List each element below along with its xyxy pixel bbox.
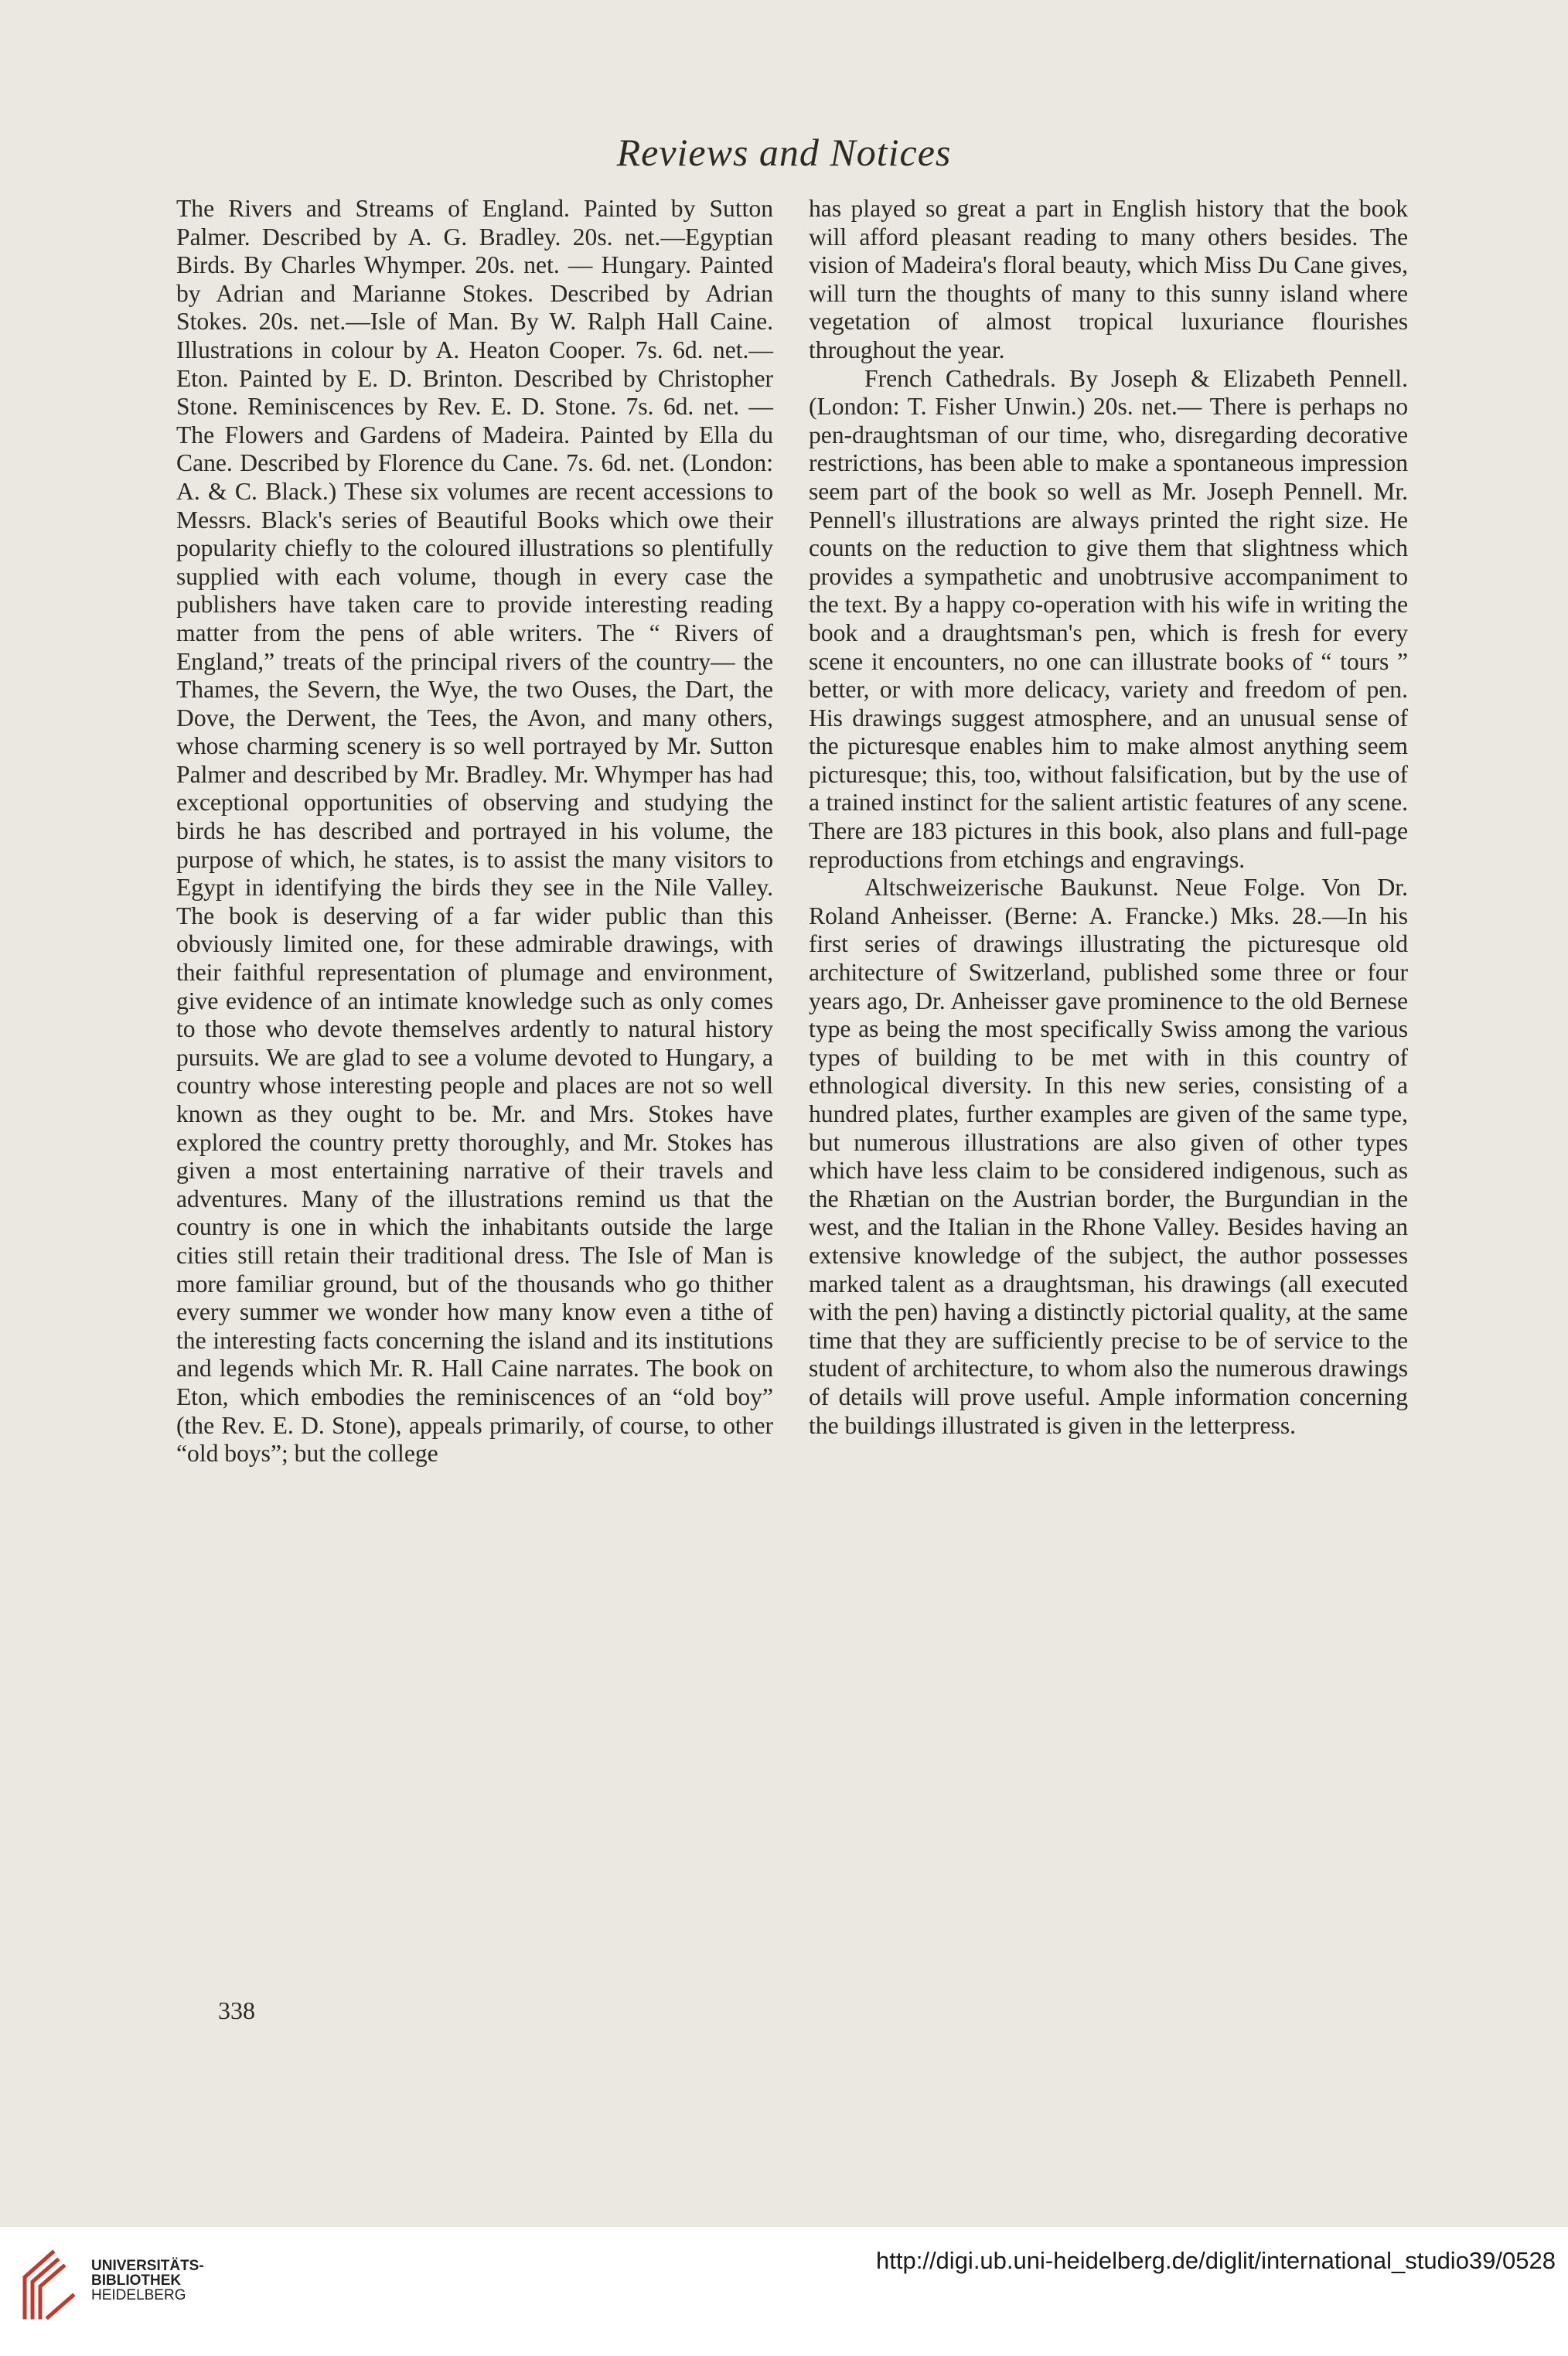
library-logo-icon [17,2246,80,2320]
running-title: Reviews and Notices [616,131,952,174]
right-column [809,195,1408,1440]
library-name-line1: UNIVERSITÄTS- [91,2258,204,2274]
left-column [176,195,773,1468]
paragraph: French Cathedrals. By Joseph & Elizabeth Pennell. (London: T. Fisher Unwin.) 20s. net.— There is perhaps no pen-draughtsman of our time, who, disregarding decorative restrictions, has been able to make a spontaneous impression seem part of the book so well as Mr. Joseph Pennell. Mr. Pennell's illustrations are always printed the right size. He counts on the reduction to give them that slightness which provides a sympathetic and unobtrusive accompaniment to the text. By a happy co-operation with his wife in writing the book and a draughtsman's pen, which is fresh for every scene it encounters, no one can illustrate books of “ tours ” better, or with more delicacy, variety and freedom of pen. His drawings suggest atmosphere, and an unusual sense of the picturesque enables him to make almost anything seem picturesque; this, too, without falsification, but by the use of a trained instinct for the salient artistic features of any scene. There are 183 pictures in this book, also plans and full-page reproductions from etchings and engravings. [809,364,1408,873]
library-name-line2: BIBLIOTHEK [91,2272,182,2289]
paragraph: The Rivers and Streams of England. Painted by Sutton Palmer. Described by A. G. Bradley. 20s. net.—Egyptian Birds. By Charles Whymper. 20s. net. — Hungary. Painted by Adrian and Marianne Stokes. Described by Adrian Stokes. 20s. net.—Isle of Man. By W. Ralph Hall Caine. Illustrations in colour by A. Heaton Cooper. 7s. 6d. net.—Eton. Painted by E. D. Brinton. Described by Christopher Stone. Reminiscences by Rev. E. D. Stone. 7s. 6d. net. — The Flowers and Gardens of Madeira. Painted by Ella du Cane. Described by Florence du Cane. 7s. 6d. net. (London: A. & C. Black.) These six volumes are recent accessions to Messrs. Black's series of Beautiful Books which owe their popularity chiefly to the coloured illustrations so plentifully supplied with each volume, though in every case the publishers have taken care to provide interesting reading matter from the pens of able writers. The “ Rivers of England,” treats of the principal rivers of the country— the Thames, the Severn, the Wye, the two Ouses, the Dart, the Dove, the Derwent, the Tees, the Avon, and many others, whose charming scenery is so well portrayed by Mr. Sutton Palmer and described by Mr. Bradley. Mr. Whymper has had exceptional opportunities of observing and studying the birds he has described and portrayed in his volume, the purpose of which, he states, is to assist the many visitors to Egypt in identifying the birds they see in the Nile Valley. The book is deserving of a far wider public than this obviously limited one, for these admirable drawings, with their faithful representation of plumage and environment, give evidence of an intimate knowledge such as only comes to those who devote themselves ardently to natural history pursuits. We are glad to see a volume devoted to Hungary, a country whose interesting people and places are not so well known as they ought to be. Mr. and Mrs. Stokes have explored the country pretty thoroughly, and Mr. Stokes has given a most entertaining narrative of their travels and adventures. Many of the illustrations remind us that the country is one in which the inhabitants outside the large cities still retain their traditional dress. The Isle of Man is more familiar ground, but of the thousands who go thither every summer we wonder how many know even a tithe of the interesting facts concerning the island and its institutions and legends which Mr. R. Hall Caine narrates. The book on Eton, which embodies the reminiscences of an “old boy” (the Rev. E. D. Stone), appeals primarily, of course, to other “old boys”; but the college [176,195,773,1468]
paragraph: Altschweizerische Baukunst. Neue Folge. Von Dr. Roland Anheisser. (Berne: A. Francke.) Mks. 28.—In his first series of drawings illustrating the picturesque old architecture of Switzerland, published some three or four years ago, Dr. Anheisser gave prominence to the old Bernese type as being the most specifically Swiss among the various types of building to be met with in this country of ethnological diversity. In this new series, consisting of a hundred plates, further examples are given of the same type, but numerous illustrations are also given of other types which have less claim to be considered indigenous, such as the Rhætian on the Austrian border, the Burgundian in the west, and the Italian in the Rhone Valley. Besides having an extensive knowledge of the subject, the author possesses marked talent as a draughtsman, his drawings (all executed with the pen) having a distinctly pictorial quality, at the same time that they are sufficiently precise to be of service to the student of architecture, to whom also the numerous drawings of details will prove useful. Ample information concerning the buildings illustrated is given in the letterpress. [809,874,1408,1439]
library-name [91,2259,204,2303]
page-number: 338 [218,1996,255,2024]
library-name-line3: HEIDELBERG [91,2287,186,2303]
paragraph: has played so great a part in English history that the book will afford pleasant reading to many others besides. The vision of Madeira's floral beauty, which Miss Du Cane gives, will turn the thoughts of many to this sunny island where vegetation of almost tropical luxuriance flourishes throughout the year. [809,195,1408,363]
source-url[interactable]: http://digi.ub.uni-heidelberg.de/diglit/international_studio39/0528 [876,2247,1556,2274]
